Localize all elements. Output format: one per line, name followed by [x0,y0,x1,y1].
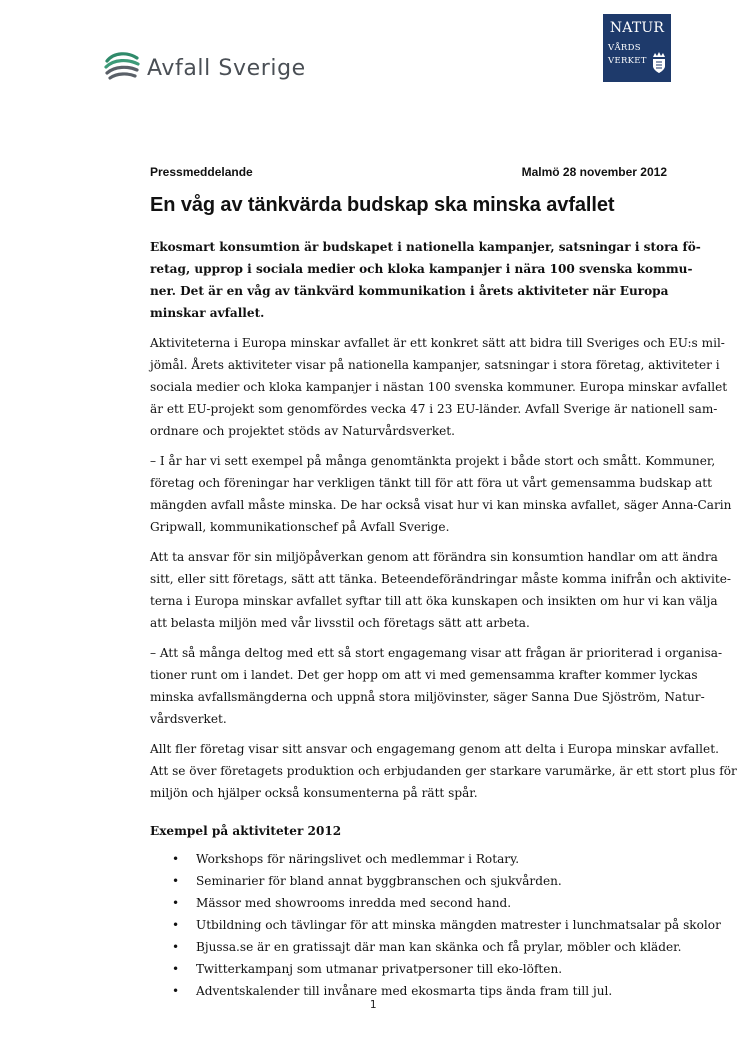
list-item [150,892,671,914]
dateline: Malmö 28 november 2012 [521,165,667,179]
text-line: retag, upprop i sociala medier och kloka kampanjer i nära 100 svenska kommu- [150,262,693,276]
list-item [150,914,721,936]
nv-logo-line2: VÅRDS [608,43,641,53]
bullet: • [172,962,180,976]
text-line: ordnare och projektet stöds av Naturvårdsverket. [150,424,456,438]
paragraph-5 [150,738,737,804]
list-item-text: Bjussa.se är en gratissajt där man kan skänka och få prylar, möbler och kläder. [196,940,682,954]
list-item-text: Utbildning och tävlingar för att minska mängden matrester i lunchmatsalar på skolor [196,918,721,932]
bullet: • [172,896,180,910]
page-title: En våg av tänkvärda budskap ska minska avfallet [150,194,615,216]
text-line: Att se över företagets produktion och erbjudanden ger starkare varumärke, är ett stort plus för [150,764,737,778]
examples-list [150,848,721,1002]
text-line: vårdsverket. [150,712,227,726]
text-line: mängden avfall måste minska. De har också visat hur vi kan minska avfallet, säger Anna-Carin [150,498,732,512]
lead-paragraph [150,236,701,324]
bullet: • [172,984,180,998]
text-line: terna i Europa minskar avfallet syftar till att öka kunskapen och insikten om hur vi kan välja [150,594,718,608]
text-line: är ett EU-projekt som genomfördes vecka 47 i 23 EU-länder. Avfall Sverige är nationell sam- [150,402,718,416]
bullet: • [172,874,180,888]
text-line: tioner runt om i landet. Det ger hopp om att vi med gemensamma krafter kommer lyckas [150,668,698,682]
header-meta [150,165,667,183]
list-item-text: Mässor med showrooms inredda med second hand. [196,896,512,910]
paragraph-2-quote [150,450,732,538]
list-item [150,958,671,980]
text-line: företag och föreningar har verkligen tänkt till för att föra ut vårt gemensamma budskap att [150,476,712,490]
list-item-text: Seminarier för bland annat byggbranschen och sjukvården. [196,874,562,888]
naturvardsverket-logo [603,14,671,82]
nv-logo-line3: VERKET [608,56,647,66]
text-line: att belasta miljön med vår livsstil och företags sätt att arbeta. [150,616,530,630]
avfall-sverige-logo [104,50,306,81]
text-line: – Att så många deltog med ett så stort engagemang visar att frågan är prioriterad i organisa- [150,646,723,660]
text-line: ner. Det är en våg av tänkvärd kommunikation i årets aktiviteter när Europa [150,284,669,298]
text-line: minskar avfallet. [150,306,265,320]
text-line: Att ta ansvar för sin miljöpåverkan genom att förändra sin konsumtion handlar om att ändra [150,550,718,564]
nv-logo-line1: NATUR [609,20,665,36]
text-line: Aktiviteterna i Europa minskar avfallet är ett konkret sätt att bidra till Sveriges och EU:s mil- [150,336,725,350]
text-line: miljön och hjälper också konsumenterna på rätt spår. [150,786,478,800]
paragraph-1 [150,332,728,442]
paragraph-4-quote [150,642,723,730]
wave-icon [104,51,140,81]
text-line: – I år har vi sett exempel på många genomtänkta projekt i både stort och smått. Kommuner, [150,454,716,468]
article-body [150,236,737,1002]
paragraph-3 [150,546,731,634]
list-item [150,848,671,870]
list-item-text: Twitterkampanj som utmanar privatpersoner till eko-löften. [196,962,563,976]
bullet: • [172,918,180,932]
list-item-text: Workshops för näringslivet och medlemmar i Rotary. [196,852,520,866]
bullet: • [172,940,180,954]
text-line: Allt fler företag visar sitt ansvar och engagemang genom att delta i Europa minskar avfallet. [150,742,719,756]
text-line: jömål. Årets aktiviteter visar på nationella kampanjer, satsningar i stora företag, aktiviteter i [150,358,720,372]
text-line: Gripwall, kommunikationschef på Avfall Sverige. [150,520,450,534]
avfall-sverige-wordmark: Avfall Sverige [147,56,306,81]
text-line: Ekosmart konsumtion är budskapet i nationella kampanjer, satsningar i stora fö- [150,240,701,254]
list-item [150,870,671,892]
examples-heading: Exempel på aktiviteter 2012 [150,824,342,838]
text-line: minska avfallsmängderna och uppnå stora miljövinster, säger Sanna Due Sjöström, Natur- [150,690,705,704]
document-type: Pressmeddelande [150,165,253,179]
text-line: sitt, eller sitt företags, sätt att tänka. Beteendeförändringar måste komma inifrån och aktivite- [150,572,731,586]
page-number: 1 [369,998,377,1011]
bullet: • [172,852,180,866]
crown-shield-icon [652,52,666,74]
text-line: sociala medier och kloka kampanjer i nästan 100 svenska kommuner. Europa minskar avfallet [150,380,728,394]
list-item [150,936,682,958]
list-item-text: Adventskalender till invånare med ekosmarta tips ända fram till jul. [196,984,613,998]
